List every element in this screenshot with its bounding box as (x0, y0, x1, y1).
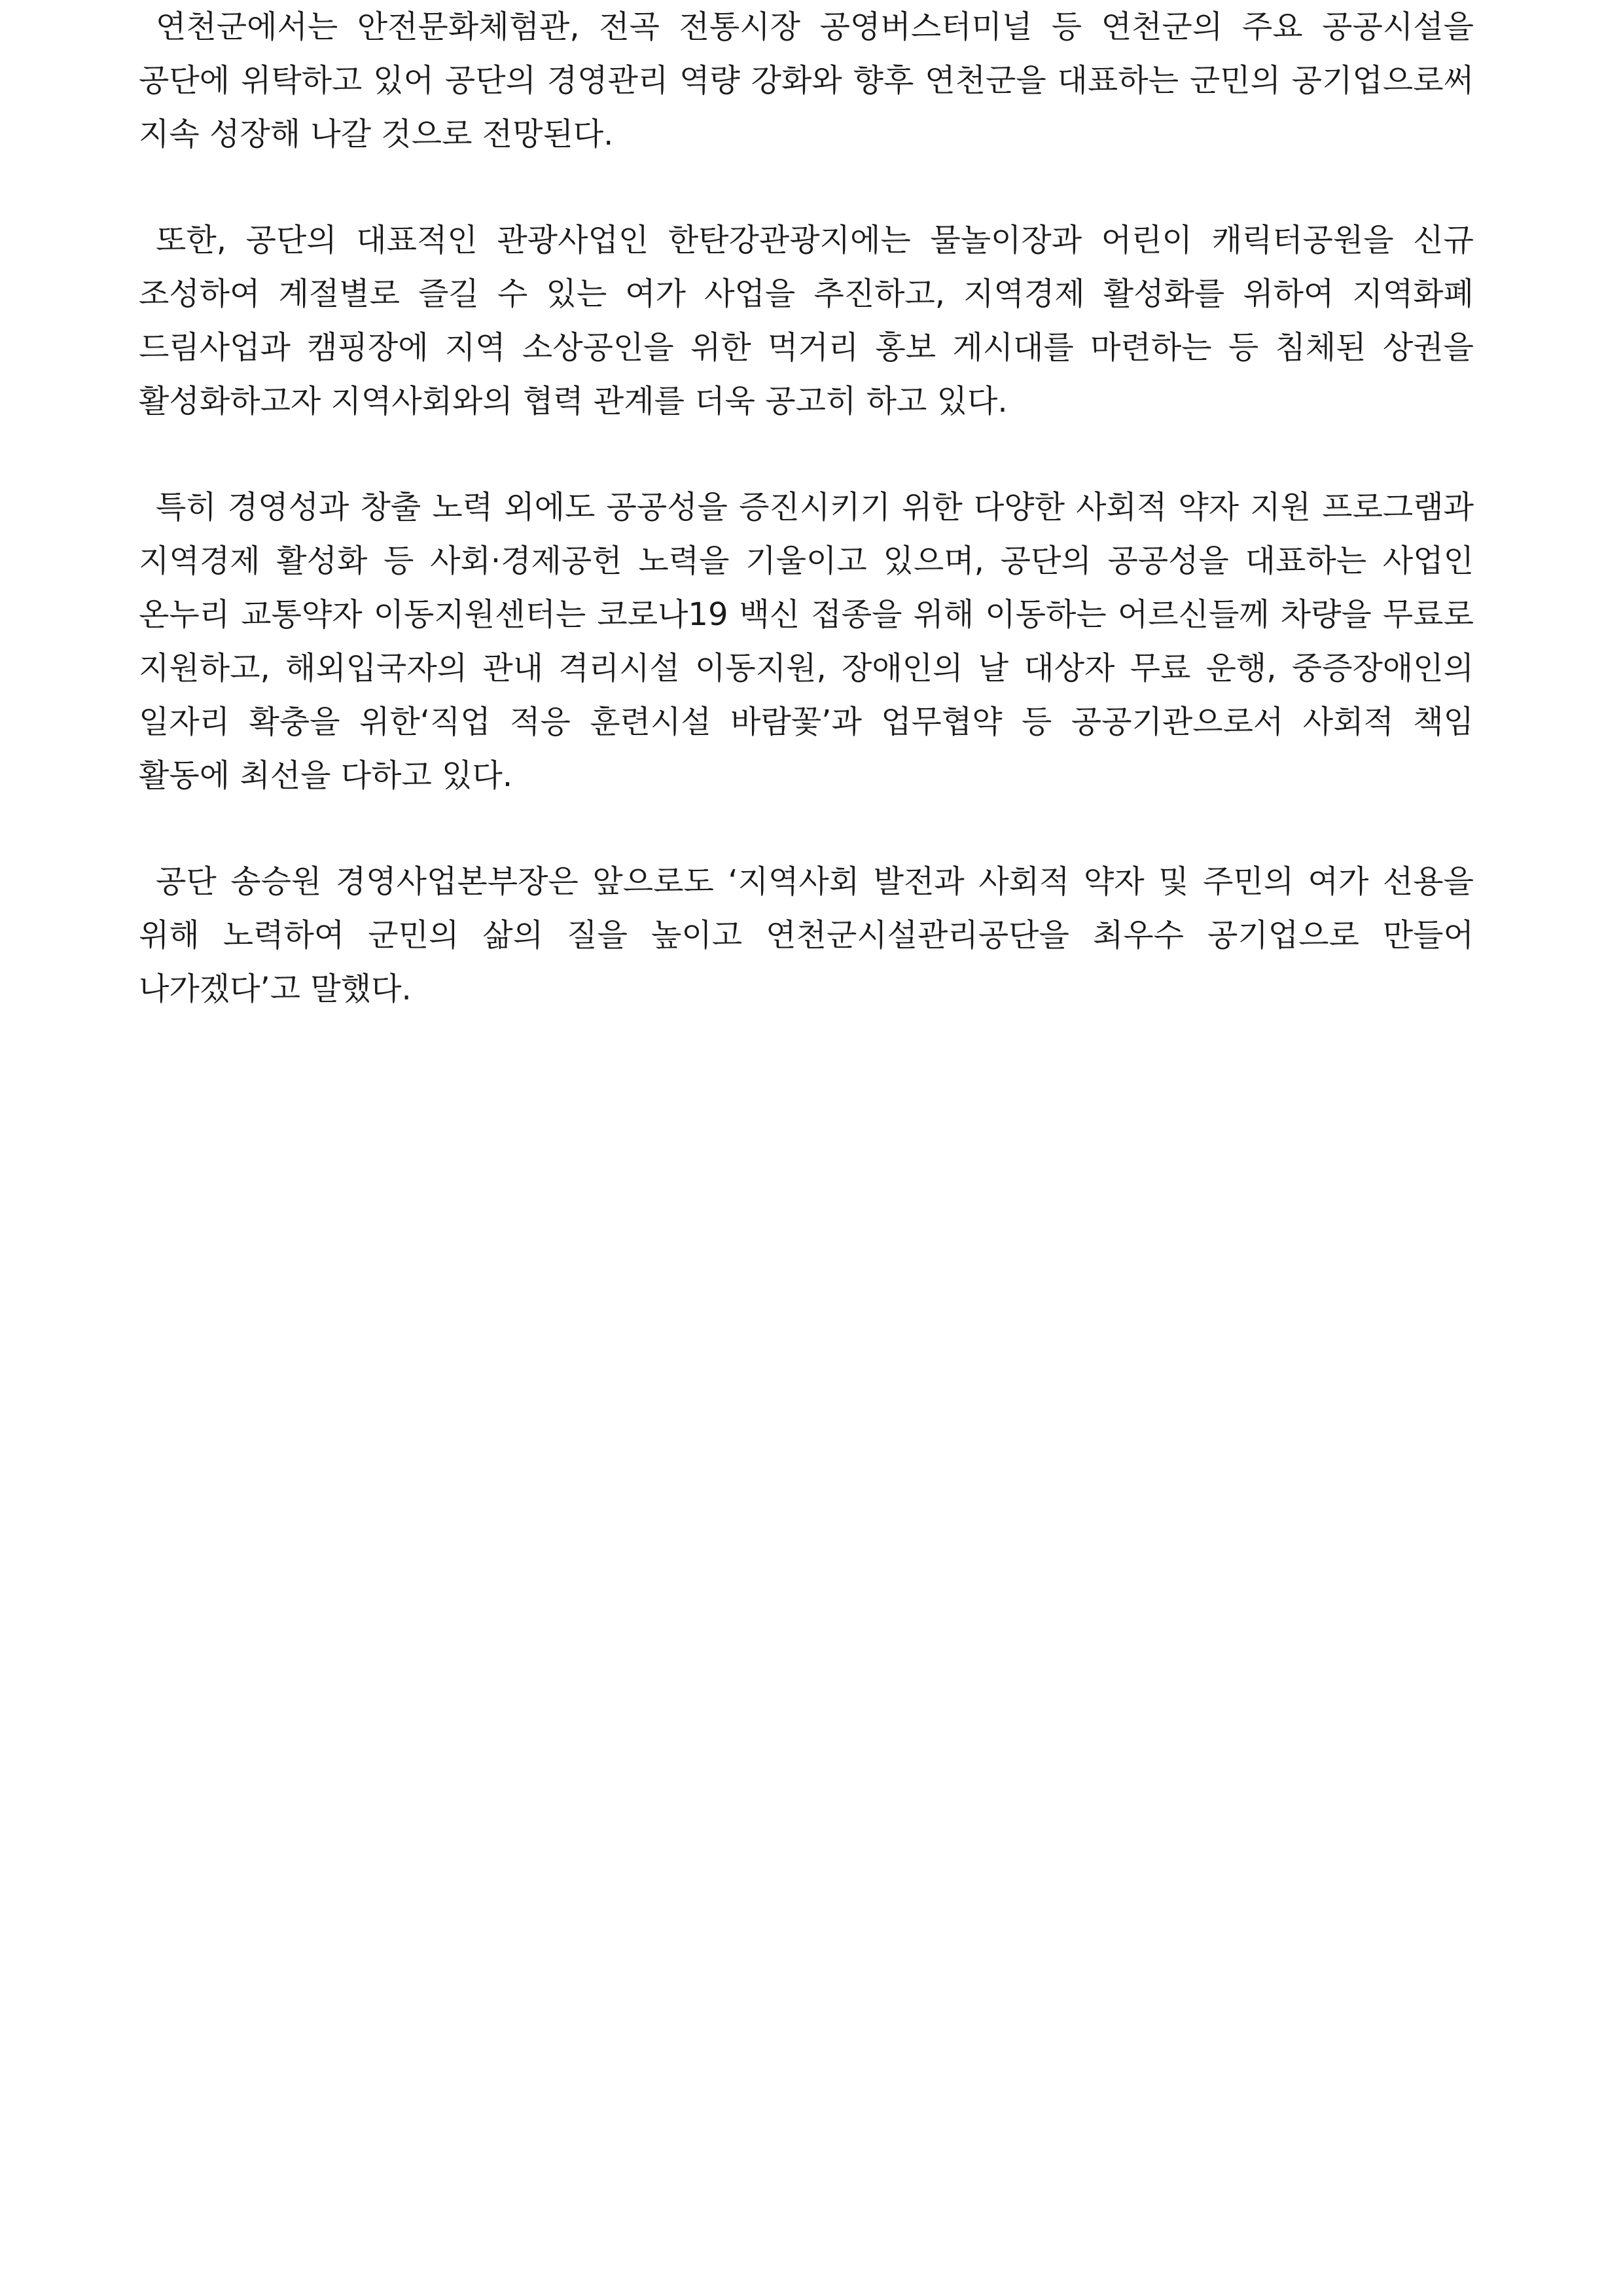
paragraph-facility-consignment: 연천군에서는 안전문화체험관, 전곡 전통시장 공영버스터미널 등 연천군의 주요 공공시설을 공단에 위탁하고 있어 공단의 경영관리 역량 강화와 향후 연천군을 대표하는 군민의 공기업으로써 지속 성장해 나갈 것으로 전망된다. (139, 9, 1474, 152)
paragraph-director-quote: 공단 송승원 경영사업본부장은 앞으로도 ‘지역사회 발전과 사회적 약자 및 주민의 여가 선용을 위해 노력하여 군민의 삶의 질을 높이고 연천군시설관리공단을 최우수 공기업으로 만들어 나가겠다’고 말했다. (139, 863, 1474, 1007)
article-body (139, 0, 1474, 1068)
paragraph-social-contribution: 특히 경영성과 창출 노력 외에도 공공성을 증진시키기 위한 다양한 사회적 약자 지원 프로그램과 지역경제 활성화 등 사회·경제공헌 노력을 기울이고 있으며, 공단의 공공성을 대표하는 사업인 온누리 교통약자 이동지원센터는 코로나19 백신 접종을 위해 이동하는 어르신들께 차량을 무료로 지원하고, 해외입국자의 관내 격리시설 이동지원, 장애인의 날 대상자 무료 운행, 중증장애인의 일자리 확충을 위한‘직업 적응 훈련시설 바람꽃’과 업무협약 등 공공기관으로서 사회적 책임 활동에 최선을 다하고 있다. (139, 489, 1474, 794)
paragraph-hantan-tourism: 또한, 공단의 대표적인 관광사업인 한탄강관광지에는 물놀이장과 어린이 캐릭터공원을 신규 조성하여 계절별로 즐길 수 있는 여가 사업을 추진하고, 지역경제 활성화를 위하여 지역화폐 드림사업과 캠핑장에 지역 소상공인을 위한 먹거리 홍보 게시대를 마련하는 등 침체된 상권을 활성화하고자 지역사회와의 협력 관계를 더욱 공고히 하고 있다. (139, 222, 1474, 420)
